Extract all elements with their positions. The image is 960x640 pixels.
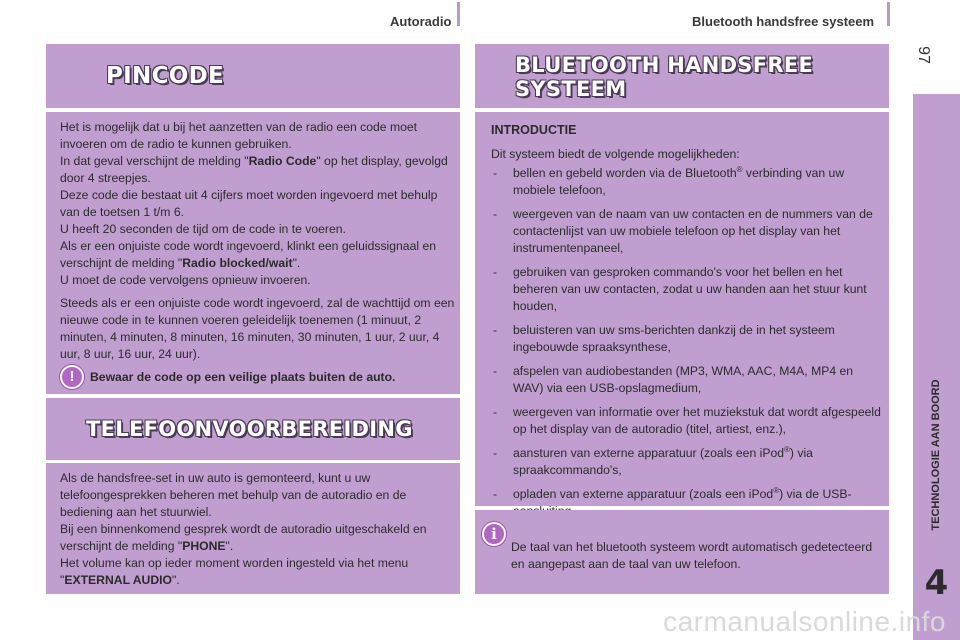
section-label-autoradio: Autoradio [390,14,452,29]
info-icon: i [482,522,506,546]
telefoon-paragraph: Bij een binnenkomend gesprek wordt de autoradio uitgeschakeld en verschijnt de melding "PHONE". [60,522,427,553]
bluetooth-body [491,146,883,527]
warning-note: Bewaar de code op een veilige plaats buiten de auto. [90,370,396,384]
feature-list-item: - opladen van externe apparatuur (zoals een iPod®) via de USB- [491,486,883,520]
telefoon-panel [46,463,460,594]
feature-list-item: - beluisteren van uw sms-berichten dankzij de in het systeem ingebouwde spraaksynthese, [491,322,883,356]
telefoon-body [60,470,456,589]
pincode-title: PINCODE [106,63,224,89]
radio-blocked-label: Radio blocked/wait [182,256,293,270]
info-panel [475,510,889,594]
external-audio-label: EXTERNAL AUDIO [64,573,172,587]
registered-mark: ® [736,164,743,174]
pincode-paragraph: Deze code die bestaat uit 4 cijfers moet worden ingevoerd met behulp van de toetsen 1 t/m 6. [60,188,438,219]
watermark: carmanualsonline.info [663,606,946,637]
warning-icon: ! [60,365,84,389]
feature-list-item: - bellen en gebeld worden via de Bluetooth® verbinding van uw mobiele telefoon, [491,165,883,199]
bluetooth-title-line: SYSTEEM [515,77,627,101]
section-label-bluetooth: Bluetooth handsfree systeem [692,14,875,29]
telefoon-paragraph: Als de handsfree-set in uw auto is gemonteerd, kunt u uw telefoongesprekken beheren met behulp van de autoradio en de bediening aan het stuurwiel. [60,471,407,519]
introductie-heading: INTRODUCTIE [491,123,577,137]
chapter-sidebar [913,94,960,640]
info-note: De taal van het bluetooth systeem wordt automatisch gedetecteerd en aangepast aan de taal van uw telefoon. [511,540,873,571]
radio-code-label: Radio Code [248,154,317,168]
telefoon-paragraph: Het volume kan op ieder moment worden ingesteld via het menu "EXTERNAL AUDIO". [60,556,409,587]
feature-list [491,165,883,520]
header-divider-left [457,2,460,26]
bluetooth-panel [475,112,889,506]
bluetooth-title [515,53,813,101]
registered-mark: ® [773,485,780,495]
pincode-title-band [46,44,460,108]
pincode-paragraph: In dat geval verschijnt de melding "Radio Code" op het display, gevolgd door 4 streepjes. [60,154,448,185]
telefoon-title-band [46,398,460,460]
header-divider-right [887,2,890,26]
pincode-paragraph: U heeft 20 seconden de tijd om de code in te voeren. [60,222,346,236]
pincode-paragraph: Steeds als er een onjuiste code wordt ingevoerd, zal de wachttijd om een nieuwe code in te kunnen voeren geleidelijk toenemen (1 minuut, 2 minuten, 4 minuten, 8 minuten, 16 minuten, 30 minuten, 1 uur, 2 uur, 4 uur, 8 uur, 16 uur, 24 uur). [60,296,455,361]
chapter-number: 4 [924,563,949,603]
telefoon-title: TELEFOONVOORBEREIDING [86,417,413,441]
chapter-vertical-label: TECHNOLOGIE AAN BOORD [930,379,942,531]
pincode-body [60,119,456,363]
feature-list-item: - aansturen van externe apparatuur (zoals een iPod®) via spraakcommando's, [491,445,883,479]
pincode-panel [46,112,460,394]
bluetooth-title-band [475,44,889,108]
pincode-paragraph: U moet de code vervolgens opnieuw invoeren. [60,273,311,287]
feature-list-item: - weergeven van informatie over het muziekstuk dat wordt afgespeeld op het display van de autoradio (titel, artiest, enz.), [491,404,883,438]
bluetooth-title-line: BLUETOOTH HANDSFREE [515,53,814,77]
phone-label: PHONE [182,539,226,553]
pincode-paragraph: Als er een onjuiste code wordt ingevoerd, klinkt een geluidssignaal en verschijnt de melding "Radio blocked/wait". [60,239,437,270]
feature-list-item: - gebruiken van gesproken commando's voor het bellen en het beheren van uw contacten, zodat u uw handen aan het stuur kunt houden, [491,264,883,315]
registered-mark: ® [784,444,790,454]
pincode-paragraph: Het is mogelijk dat u bij het aanzetten van de radio een code moet invoeren om de radio te kunnen gebruiken. [60,120,418,151]
bluetooth-intro: Dit systeem biedt de volgende mogelijkheden: [491,147,740,161]
feature-list-item: - afspelen van audiobestanden (MP3, WMA, AAC, M4A, MP4 en WAV) via een USB-opslagmedium, [491,363,883,397]
page-number: 97 [915,46,932,64]
feature-list-item: - weergeven van de naam van uw contacten en de nummers van de contactenlijst van uw mobiele telefoon op het display van het instrumentenpaneel, [491,206,883,257]
